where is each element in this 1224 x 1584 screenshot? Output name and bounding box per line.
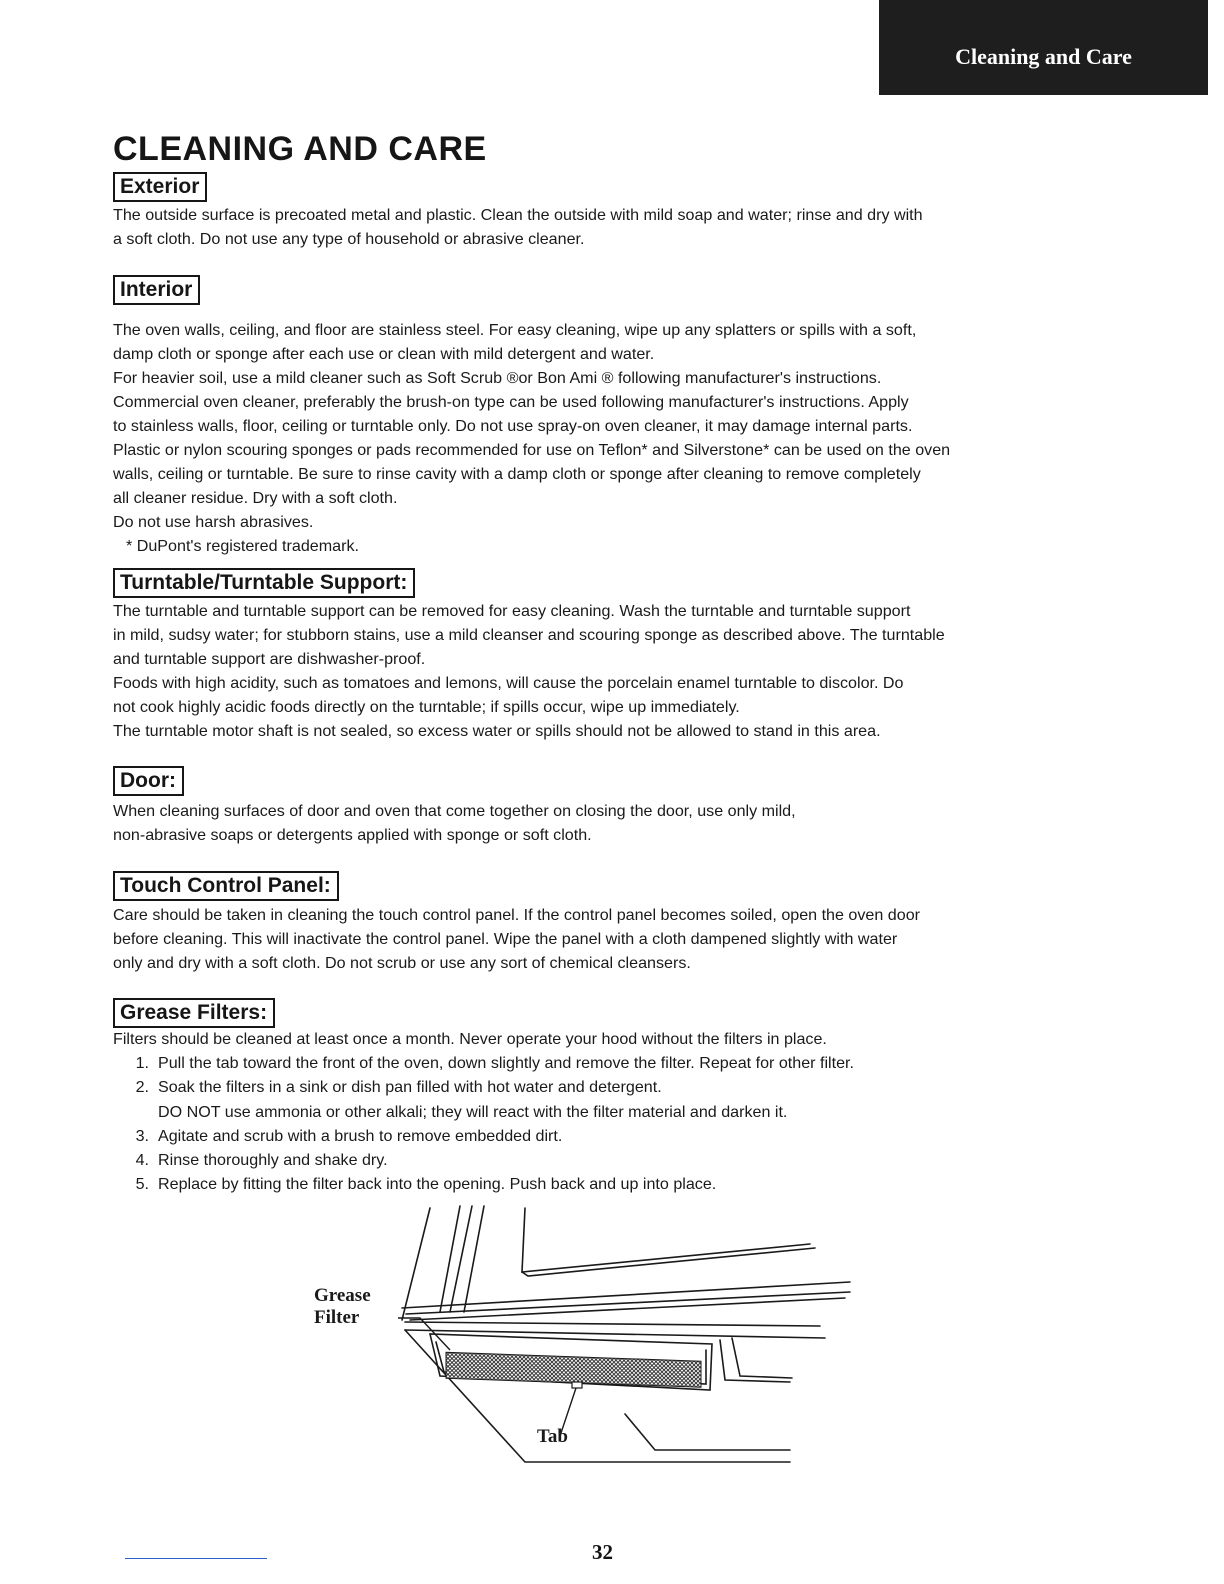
step-text: Agitate and scrub with a brush to remove embedded dirt. [158, 1126, 563, 1145]
step-number: 1. [135, 1054, 149, 1072]
interior-line: Do not use harsh abrasives. [113, 513, 314, 531]
filter-step [113, 1148, 1081, 1172]
grease-filter-label [314, 1285, 371, 1329]
step-text: Replace by fitting the filter back into the opening. Push back and up into place. [158, 1175, 717, 1194]
touch-panel-line: Care should be taken in cleaning the touch control panel. If the control panel becomes soiled, open the oven door [113, 906, 921, 924]
hood-front-line [405, 1330, 825, 1338]
header-tab-label: Cleaning and Care [955, 43, 1132, 69]
filter-step [113, 1100, 1081, 1124]
step-text: Rinse thoroughly and shake dry. [158, 1151, 388, 1170]
step-number [113, 1100, 158, 1124]
interior-text [113, 318, 1081, 558]
exterior-line: a soft cloth. Do not use any type of household or abrasive cleaner. [113, 230, 585, 248]
door-heading: Door: [113, 766, 184, 796]
touch-panel-heading: Touch Control Panel: [113, 871, 339, 901]
label-grease: Grease [314, 1285, 371, 1306]
footer-rule [125, 1558, 267, 1559]
step-text: Pull the tab toward the front of the oven, down slightly and remove the filter. Repeat for other filter. [158, 1054, 854, 1072]
door-line: When cleaning surfaces of door and oven that come together on closing the door, use only mild, [113, 802, 796, 820]
page-title: CLEANING AND CARE [113, 130, 487, 168]
interior-line: Commercial oven cleaner, preferably the brush-on type can be used following manufacturer's instructions. Apply [113, 393, 909, 411]
exterior-heading: Exterior [113, 172, 207, 202]
interior-line: walls, ceiling or turntable. Be sure to rinse cavity with a damp cloth or sponge after cleaning to remove completely [113, 465, 921, 483]
step-text: DO NOT use ammonia or other alkali; they will react with the filter material and darken it. [158, 1102, 788, 1121]
label-filter: Filter [314, 1307, 360, 1328]
cabinet-edge-line [402, 1208, 430, 1320]
turntable-line: not cook highly acidic foods directly on the turntable; if spills occur, wipe up immediately. [113, 698, 740, 716]
grease-filters-heading: Grease Filters: [113, 998, 275, 1028]
trademark-footnote: * DuPont's registered trademark. [126, 537, 359, 555]
header-tab [879, 0, 1208, 95]
filter-step [113, 1172, 1081, 1196]
grease-filters-intro: Filters should be cleaned at least once a month. Never operate your hood without the filters in place. [113, 1030, 827, 1048]
touch-panel-line: before cleaning. This will inactivate the control panel. Wipe the panel with a cloth dampened slightly with water [113, 930, 898, 948]
filter-step [113, 1124, 1081, 1148]
interior-line: damp cloth or sponge after each use or clean with mild detergent and water. [113, 345, 655, 363]
interior-line: to stainless walls, floor, ceiling or turntable only. Do not use spray-on oven cleaner, it may damage internal parts. [113, 417, 913, 435]
grease-filters-steps [113, 1051, 1081, 1197]
step-text: Soak the filters in a sink or dish pan filled with hot water and detergent. [158, 1078, 662, 1097]
tab-label: Tab [537, 1426, 568, 1447]
hood-side-panel [720, 1340, 790, 1382]
interior-line: For heavier soil, use a mild cleaner such as Soft Scrub ®or Bon Ami ® following manufacturer's instructions. [113, 369, 882, 387]
turntable-line: Foods with high acidity, such as tomatoes and lemons, will cause the porcelain enamel turntable to discolor. Do [113, 674, 904, 692]
hood-front-line [405, 1322, 820, 1326]
exterior-text [113, 203, 1081, 251]
grease-filter-diagram [380, 1200, 860, 1485]
turntable-line: and turntable support are dishwasher-proof. [113, 650, 426, 668]
cabinet-edge-line [464, 1206, 484, 1312]
touch-panel-text [113, 903, 1081, 975]
cabinet-outline [522, 1248, 815, 1276]
turntable-line: The turntable and turntable support can be removed for easy cleaning. Wash the turntable and turntable support [113, 602, 911, 620]
interior-line: The oven walls, ceiling, and floor are stainless steel. For easy cleaning, wipe up any splatters or spills with a soft, [113, 321, 917, 339]
turntable-text [113, 599, 1081, 743]
hood-ledge-line [410, 1298, 845, 1320]
interior-line: Plastic or nylon scouring sponges or pads recommended for use on Teflon* and Silverstone* can be used on the oven [113, 441, 951, 459]
turntable-heading: Turntable/Turntable Support: [113, 568, 415, 598]
filter-step [113, 1075, 1081, 1099]
hood-bottom-slope [405, 1330, 790, 1462]
step-number: 2. [135, 1078, 149, 1097]
turntable-line: in mild, sudsy water; for stubborn stains, use a mild cleanser and scouring sponge as described above. The turntable [113, 626, 945, 644]
step-number: 4. [135, 1151, 149, 1170]
exterior-line: The outside surface is precoated metal and plastic. Clean the outside with mild soap and water; rinse and dry with [113, 206, 923, 224]
filter-step [113, 1051, 1081, 1075]
turntable-line: The turntable motor shaft is not sealed, so excess water or spills should not be allowed to stand in this area. [113, 722, 881, 740]
step-number: 5. [135, 1175, 149, 1194]
door-line: non-abrasive soaps or detergents applied with sponge or soft cloth. [113, 826, 592, 844]
hood-bottom-slope [625, 1414, 790, 1450]
cabinet-edge-line [440, 1206, 460, 1312]
touch-panel-line: only and dry with a soft cloth. Do not scrub or use any sort of chemical cleansers. [113, 954, 691, 972]
filter-tab [572, 1382, 582, 1388]
interior-heading: Interior [113, 275, 200, 305]
step-number: 3. [135, 1126, 149, 1145]
hood-side-panel [732, 1338, 792, 1378]
interior-line: all cleaner residue. Dry with a soft cloth. [113, 489, 398, 507]
door-text [113, 799, 1081, 847]
cabinet-edge-line [450, 1206, 472, 1312]
page-number: 32 [592, 1540, 613, 1564]
